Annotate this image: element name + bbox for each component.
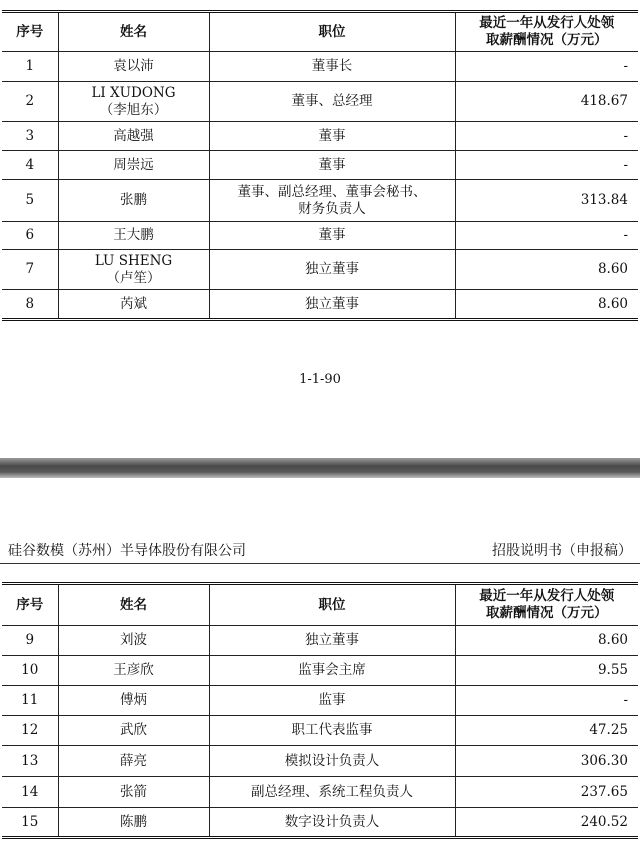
table-row <box>2 82 638 122</box>
col-header-position: 职位 <box>209 584 455 626</box>
compensation-table-page1 <box>2 10 638 321</box>
row-no: 2 <box>2 82 58 122</box>
table-row <box>2 222 638 250</box>
col-header-pay-line1: 最近一年从发行人处领 <box>479 588 615 604</box>
row-pay: - <box>455 52 638 82</box>
row-name-latin: LU SHENG <box>94 252 173 269</box>
row-position-line2: 财务负责人 <box>298 200 366 217</box>
row-no: 3 <box>2 122 58 151</box>
row-no: 12 <box>2 716 58 746</box>
row-no: 15 <box>2 808 58 838</box>
row-position-line1: 董事、副总经理、董事会秘书、 <box>237 183 427 200</box>
row-no: 6 <box>2 222 58 250</box>
row-no: 8 <box>2 290 58 320</box>
table-row <box>2 151 638 180</box>
page-number: 1-1-90 <box>299 372 341 387</box>
row-name: 王彦欣 <box>58 656 209 686</box>
row-pay: 418.67 <box>455 82 638 122</box>
row-position: 董事 <box>209 222 455 250</box>
row-pay: - <box>455 151 638 180</box>
row-pay: 240.52 <box>455 808 638 838</box>
row-position: 副总经理、系统工程负责人 <box>209 777 455 808</box>
row-position: 董事长 <box>209 52 455 82</box>
row-position: 监事 <box>209 686 455 716</box>
row-no: 4 <box>2 151 58 180</box>
row-name: 傅炳 <box>58 686 209 716</box>
col-header-pay-line1: 最近一年从发行人处领 <box>479 15 615 31</box>
row-no: 9 <box>2 626 58 656</box>
row-position: 职工代表监事 <box>209 716 455 746</box>
table-row <box>2 626 638 656</box>
row-name <box>58 82 209 122</box>
table-row <box>2 290 638 320</box>
row-pay: 8.60 <box>455 250 638 290</box>
table-row <box>2 250 638 290</box>
row-name: 武欣 <box>58 716 209 746</box>
row-pay: - <box>455 222 638 250</box>
row-no: 10 <box>2 656 58 686</box>
row-name: 周崇远 <box>58 151 209 180</box>
col-header-name: 姓名 <box>58 584 209 626</box>
row-pay: 8.60 <box>455 626 638 656</box>
table-row <box>2 656 638 686</box>
row-name-latin: LI XUDONG <box>91 84 176 101</box>
table-row <box>2 808 638 838</box>
row-no: 13 <box>2 746 58 777</box>
col-header-position: 职位 <box>209 12 455 52</box>
row-position: 监事会主席 <box>209 656 455 686</box>
row-name: 张箭 <box>58 777 209 808</box>
row-position: 董事、总经理 <box>209 82 455 122</box>
row-name: 袁以沛 <box>58 52 209 82</box>
row-pay: 47.25 <box>455 716 638 746</box>
document-header-company: 硅谷数模（苏州）半导体股份有限公司 <box>8 543 246 559</box>
col-header-no: 序号 <box>2 12 58 52</box>
row-pay: 313.84 <box>455 180 638 222</box>
row-position: 独立董事 <box>209 290 455 320</box>
table-row <box>2 686 638 716</box>
page-separator <box>0 458 640 478</box>
col-header-pay <box>455 12 638 52</box>
col-header-pay <box>455 584 638 626</box>
document-header-type: 招股说明书（申报稿） <box>492 543 632 559</box>
table-row <box>2 52 638 82</box>
row-no: 1 <box>2 52 58 82</box>
row-name <box>58 250 209 290</box>
row-pay: 306.30 <box>455 746 638 777</box>
row-pay: - <box>455 686 638 716</box>
col-header-no: 序号 <box>2 584 58 626</box>
row-name: 王大鹏 <box>58 222 209 250</box>
row-name: 陈鹏 <box>58 808 209 838</box>
row-position <box>209 180 455 222</box>
row-name: 张鹏 <box>58 180 209 222</box>
row-name: 刘波 <box>58 626 209 656</box>
row-position: 董事 <box>209 122 455 151</box>
col-header-pay-line2: 取薪酬情况（万元） <box>486 32 608 48</box>
row-position: 独立董事 <box>209 626 455 656</box>
row-name: 薛亮 <box>58 746 209 777</box>
row-pay: - <box>455 122 638 151</box>
col-header-name: 姓名 <box>58 12 209 52</box>
header-divider <box>0 563 640 564</box>
row-no: 7 <box>2 250 58 290</box>
row-position: 模拟设计负责人 <box>209 746 455 777</box>
table-row <box>2 180 638 222</box>
table-header-row <box>2 584 638 626</box>
row-no: 11 <box>2 686 58 716</box>
row-name: 高越强 <box>58 122 209 151</box>
col-header-pay-line2: 取薪酬情况（万元） <box>486 605 608 621</box>
row-position: 独立董事 <box>209 250 455 290</box>
table-row <box>2 777 638 808</box>
row-position: 董事 <box>209 151 455 180</box>
table-header-row <box>2 12 638 52</box>
row-pay: 9.55 <box>455 656 638 686</box>
row-name-chinese: （李旭东） <box>99 101 168 118</box>
row-no: 14 <box>2 777 58 808</box>
row-position: 数字设计负责人 <box>209 808 455 838</box>
row-pay: 237.65 <box>455 777 638 808</box>
row-name-chinese: （卢笙） <box>106 269 161 286</box>
row-no: 5 <box>2 180 58 222</box>
table-row <box>2 716 638 746</box>
row-name: 芮斌 <box>58 290 209 320</box>
table-row <box>2 746 638 777</box>
row-pay: 8.60 <box>455 290 638 320</box>
table-row <box>2 122 638 151</box>
compensation-table-page2 <box>2 582 638 839</box>
